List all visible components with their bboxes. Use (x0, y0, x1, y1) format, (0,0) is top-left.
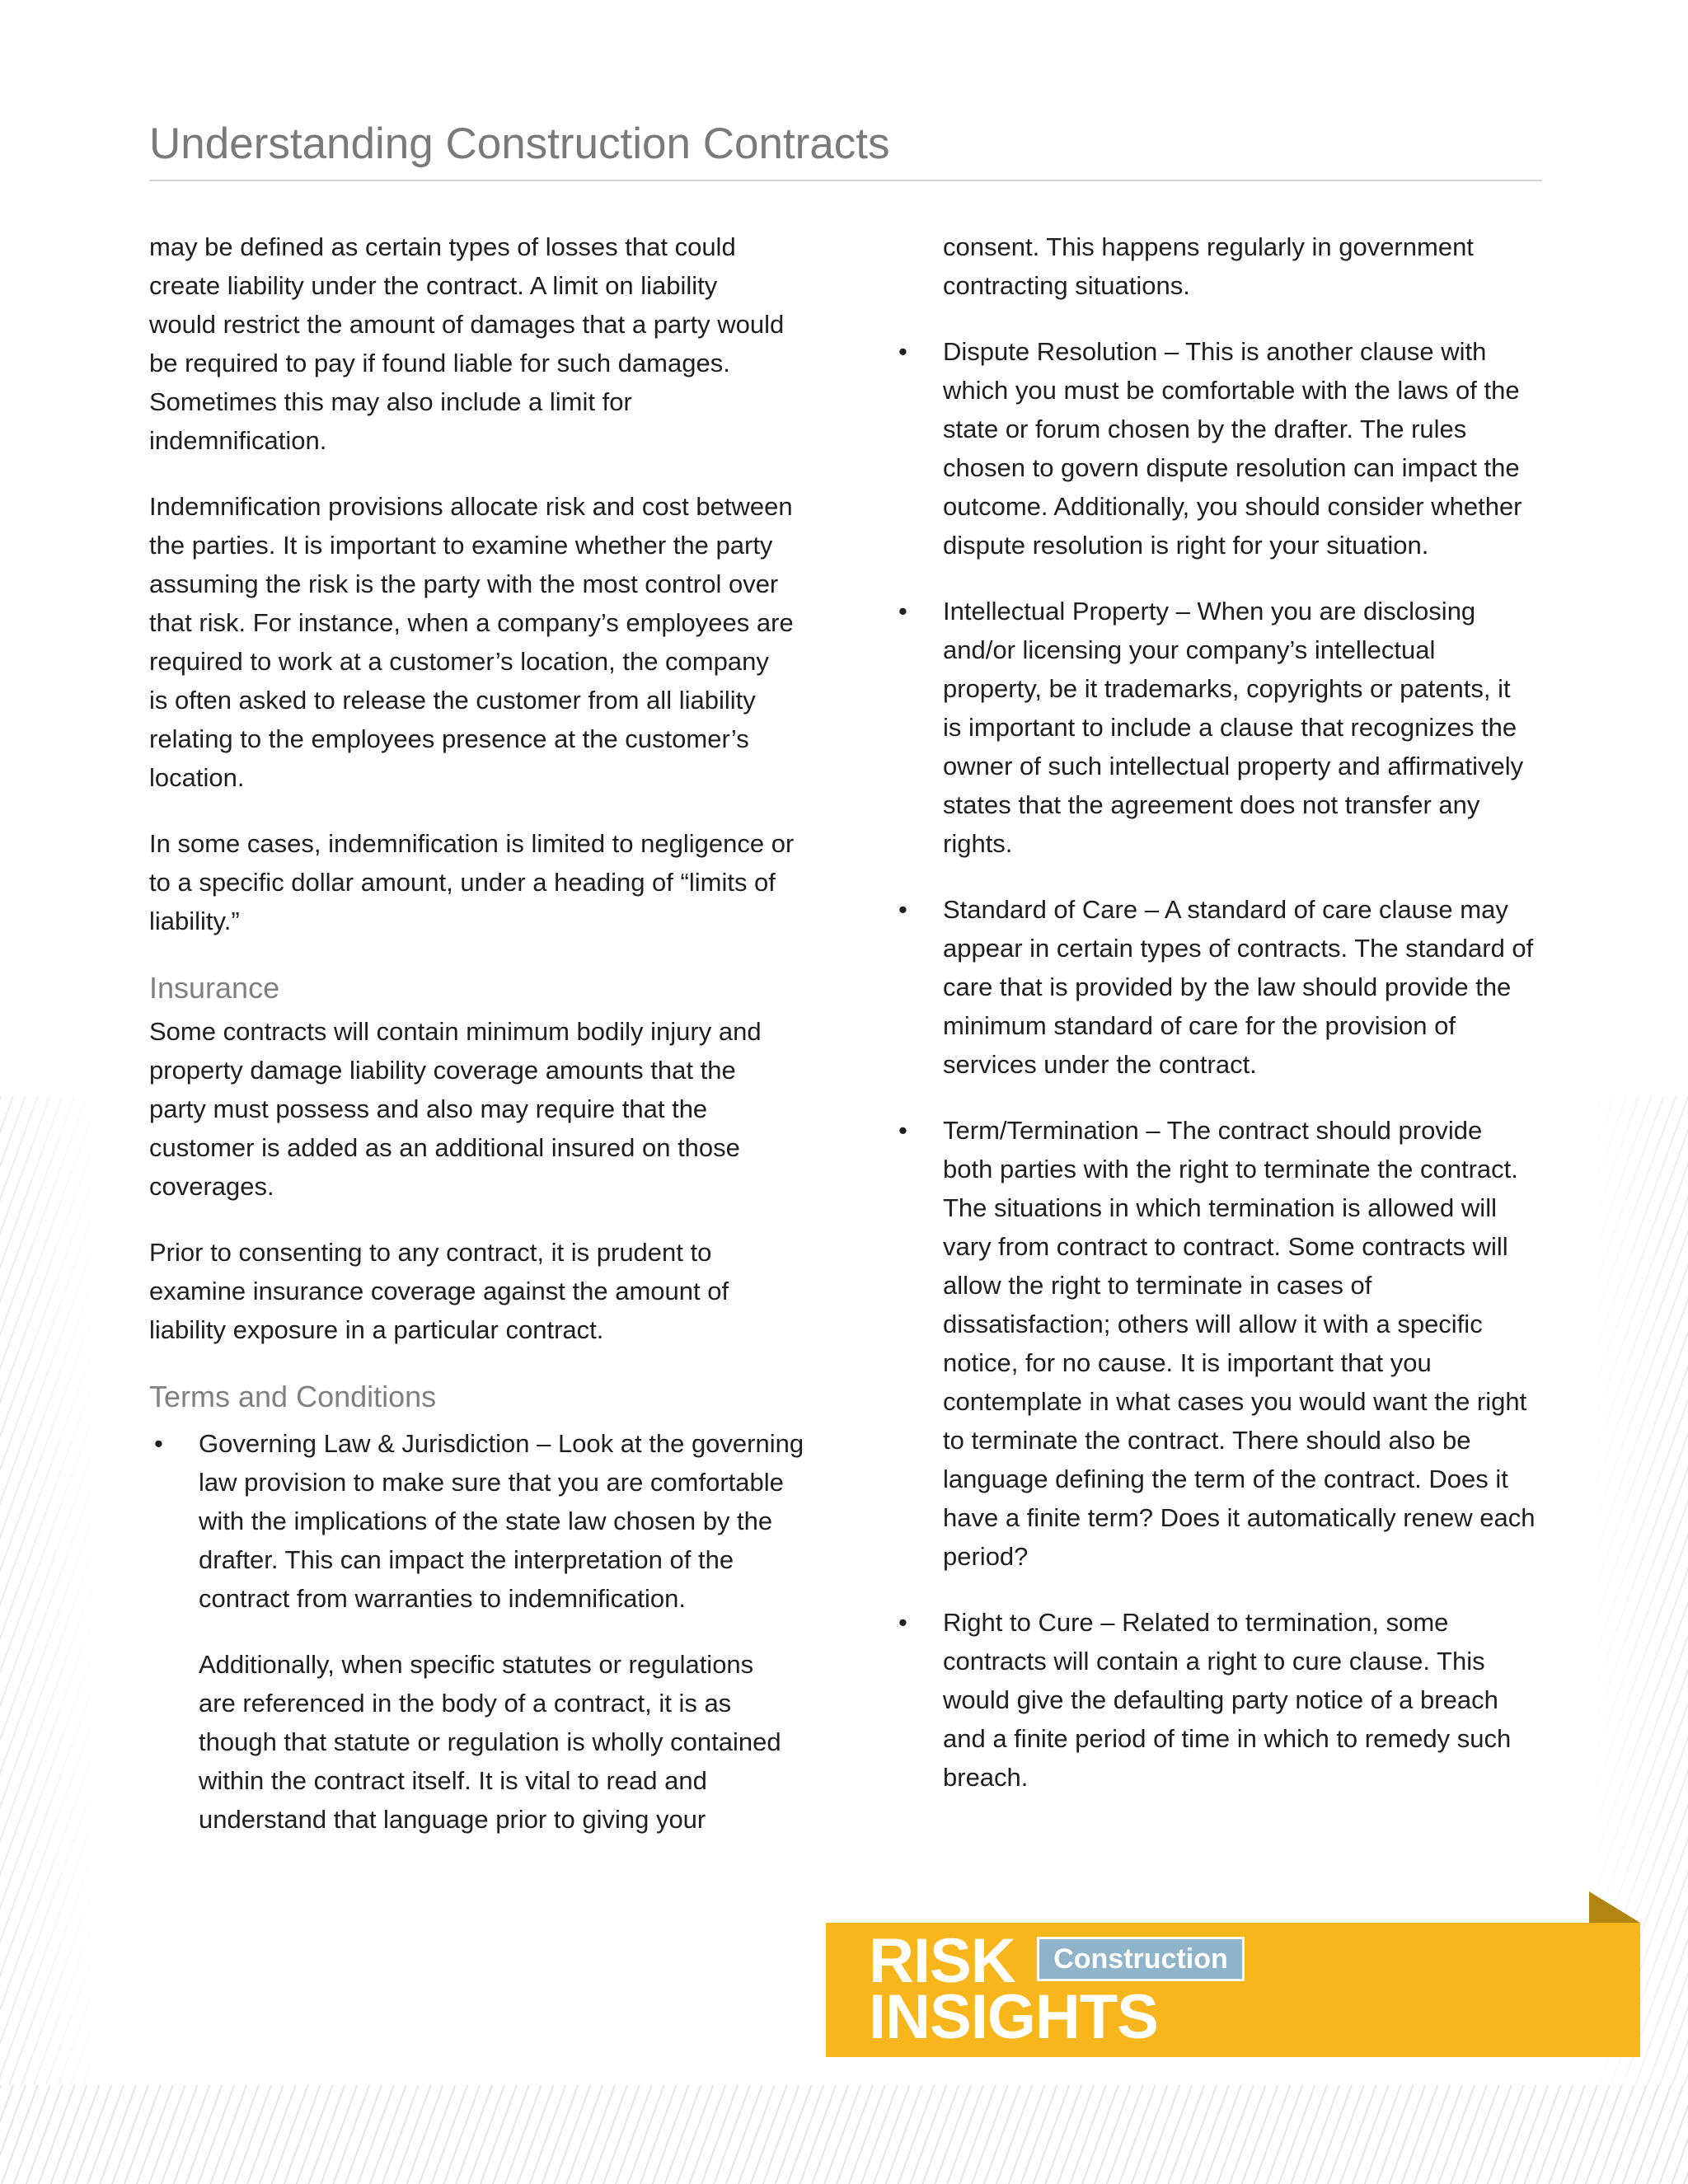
bullet-icon: • (898, 597, 907, 626)
bullet-icon: • (154, 1429, 163, 1458)
list-item-dispute-resolution (893, 332, 1553, 565)
list-item-governing-law (149, 1424, 809, 1839)
right-to-cure-text: Right to Cure – Related to termination, some contracts will contain a right to cure clause. This would give the defaulting party notice of a breach and a finite period of time in which to remedy such breach. (943, 1608, 1512, 1792)
dispute-resolution-text: Dispute Resolution – This is another clause with which you must be comfortable with the laws of the state or forum chosen by the drafter. The rules chosen to govern dispute resolution can impact the outcome. Additionally, you should consider whether dispute resolution is right for your situation. (943, 337, 1522, 560)
heading-terms-and-conditions: Terms and Conditions (149, 1380, 437, 1413)
governing-law-additional-text: Additionally, when specific statutes or regulations are referenced in the body of a contract, it is as though that statute or regulation is wholly contained within the contract itself. It is vital to read and understand that language prior to giving your (199, 1650, 781, 1834)
governing-law-text: Governing Law & Jurisdiction – Look at the governing law provision to make sure that you are comfortable with the implications of the state law chosen by the drafter. This can impact the interpretation of the contract from warranties to indemnification. (199, 1429, 804, 1613)
paragraph-indemnification: Indemnification provisions allocate risk and cost between the parties. It is important to examine whether the party assuming the risk is the party with the most control over that risk. For instance, when a company’s employees are required to work at a customer’s location, the company is often asked to release the customer from all liability relating to the employees presence at the customer’s location. (149, 492, 794, 792)
term-termination-text: Term/Termination – The contract should provide both parties with the right to terminate the contract. The situations in which termination is allowed will vary from contract to contract. Some contracts will allow the right to terminate in cases of dissatisfaction; others will allow it with a specific notice, for no cause. It is important that you contemplate in what cases you would want the right to terminate the contract. There should also be language defining the term of the contract. Does it have a finite term? Does it automatically renew each period? (943, 1116, 1536, 1571)
hatched-background-bottom (0, 2085, 1688, 2184)
bullet-icon: • (898, 895, 907, 924)
banner-fold (1589, 1891, 1640, 1923)
intellectual-property-text: Intellectual Property – When you are disclosing and/or licensing your company’s intellectual property, be it trademarks, copyrights or patents, it is important to include a clause that recognizes the owner of such intellectual property and affirmatively states that the agreement does not transfer any rights. (943, 597, 1524, 858)
logo-risk-text: RISK (869, 1926, 1015, 1996)
list-item-standard-of-care (893, 890, 1553, 1084)
bullet-icon: • (898, 1608, 907, 1637)
paragraph-insurance-coverage: Prior to consenting to any contract, it is prudent to examine insurance coverage against the amount of liability exposure in a particular contract. (149, 1238, 729, 1344)
list-item-right-to-cure (893, 1603, 1553, 1797)
logo-construction-badge: Construction (1037, 1937, 1245, 1981)
list-item-intellectual-property (893, 592, 1553, 863)
title-divider (149, 180, 1542, 181)
bullet-icon: • (898, 337, 907, 366)
page-title: Understanding Construction Contracts (149, 120, 890, 168)
left-column (149, 227, 809, 1866)
standard-of-care-text: Standard of Care – A standard of care clause may appear in certain types of contracts. The standard of care that is provided by the law should provide the minimum standard of care for the provision of services under the contract. (943, 895, 1534, 1079)
list-item-term-termination (893, 1111, 1553, 1576)
hatched-background-left (0, 1096, 99, 2085)
paragraph-insurance: Some contracts will contain minimum bodily injury and property damage liability coverage amounts that the party must possess and also may require that the customer is added as an additional insured on those coverages. (149, 1017, 762, 1201)
paragraph-continuation: consent. This happens regularly in government contracting situations. (943, 232, 1474, 300)
bullet-icon: • (898, 1116, 907, 1145)
paragraph-limit-of-liability: may be defined as certain types of losses that could create liability under the contract. A limit on liability would restrict the amount of damages that a party would be required to pay if found liable for such damages. Sometimes this may also include a limit for indemnification. (149, 232, 785, 455)
paragraph-limits-of-liability: In some cases, indemnification is limited to negligence or to a specific dollar amount, under a heading of “limits of liability.” (149, 829, 795, 935)
heading-insurance: Insurance (149, 971, 280, 1005)
logo-insights-text: INSIGHTS (869, 1982, 1158, 2052)
right-column (893, 227, 1553, 1824)
